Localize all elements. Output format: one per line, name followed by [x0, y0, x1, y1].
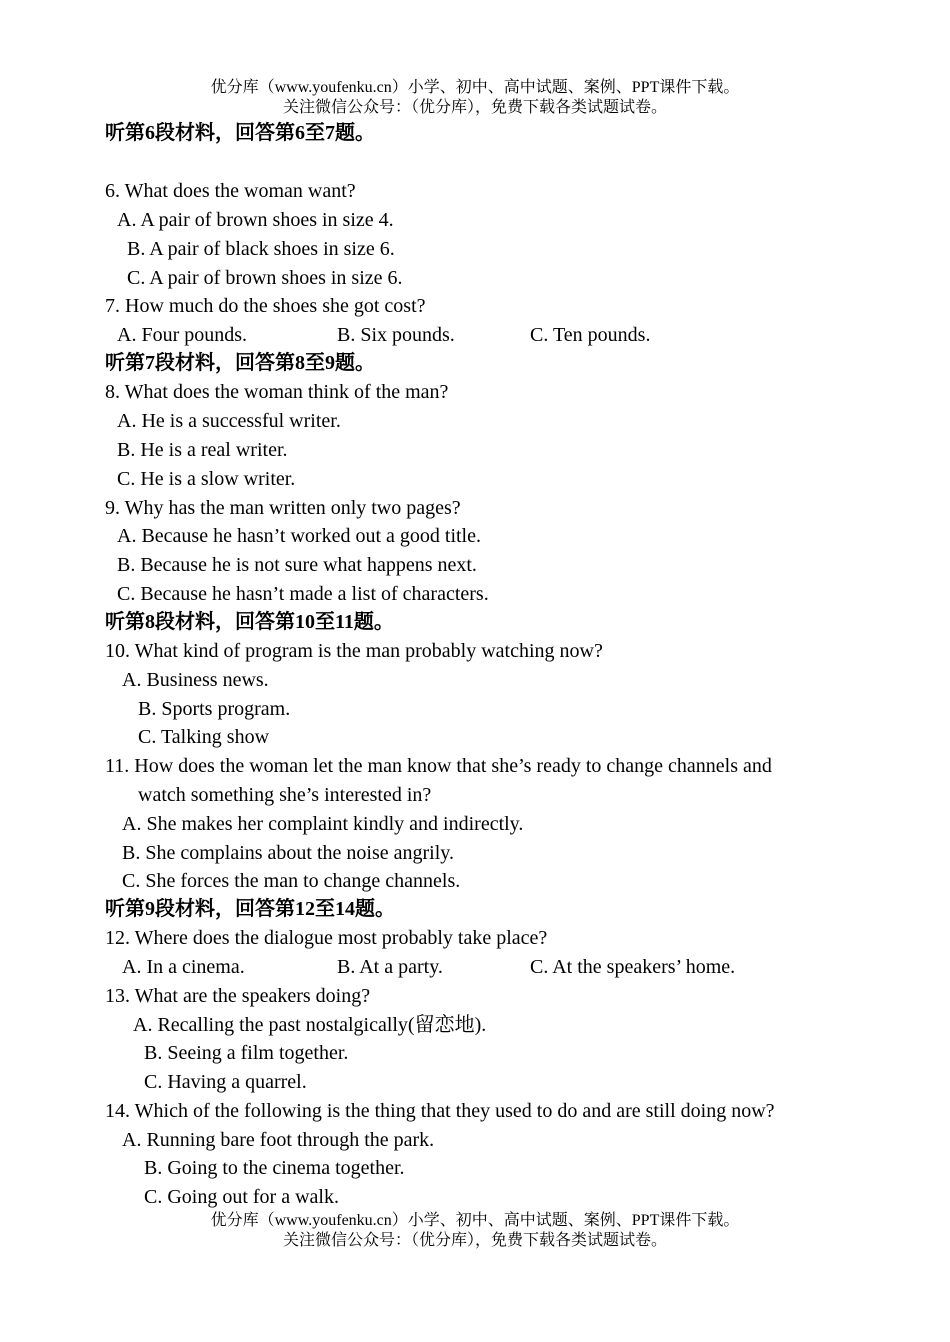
answer-option: A. Because he hasn’t worked out a good title. [117, 525, 481, 547]
section-heading: 听第9段材料，回答第12至14题。 [105, 898, 395, 920]
answer-option: B. Sports program. [138, 698, 291, 720]
question-stem: 7. How much do the shoes she got cost? [105, 295, 426, 317]
question-stem-continuation: watch something she’s interested in? [138, 784, 432, 806]
answer-option: B. Because he is not sure what happens next. [117, 554, 477, 576]
answer-option: C. At the speakers’ home. [530, 956, 736, 978]
answer-option: A. Running bare foot through the park. [122, 1129, 435, 1151]
page-footer-line-2: 关注微信公众号：（优分库），免费下载各类试题试卷。 [282, 1232, 667, 1249]
answer-option: A. He is a successful writer. [117, 410, 341, 432]
answer-option: A. In a cinema. [122, 956, 245, 978]
answer-option: B. At a party. [337, 956, 443, 978]
answer-option: B. He is a real writer. [117, 439, 288, 461]
answer-option: A. A pair of brown shoes in size 4. [117, 209, 394, 231]
answer-option: A. She makes her complaint kindly and indirectly. [122, 813, 524, 835]
page-header-line-1: 优分库（www.youfenku.cn）小学、初中、高中试题、案例、PPT课件下载。 [210, 79, 740, 96]
answer-option: A. Recalling the past nostalgically(留恋地). [133, 1014, 487, 1036]
answer-option: C. Because he hasn’t made a list of characters. [117, 583, 489, 605]
section-heading: 听第6段材料，回答第6至7题。 [105, 122, 375, 144]
answer-option: C. Ten pounds. [530, 324, 651, 346]
question-stem: 10. What kind of program is the man probably watching now? [105, 640, 603, 662]
answer-option: B. She complains about the noise angrily. [122, 842, 454, 864]
question-stem: 12. Where does the dialogue most probably take place? [105, 927, 548, 949]
answer-option: C. Talking show [138, 726, 270, 748]
answer-option: B. Going to the cinema together. [144, 1157, 405, 1179]
question-stem: 11. How does the woman let the man know that she’s ready to change channels and [105, 755, 772, 777]
answer-option: C. Going out for a walk. [144, 1186, 339, 1208]
question-stem: 8. What does the woman think of the man? [105, 381, 449, 403]
page-footer-line-1: 优分库（www.youfenku.cn）小学、初中、高中试题、案例、PPT课件下载。 [210, 1212, 740, 1229]
question-stem: 6. What does the woman want? [105, 180, 356, 202]
question-stem: 13. What are the speakers doing? [105, 985, 371, 1007]
answer-option: B. A pair of black shoes in size 6. [127, 238, 395, 260]
answer-option: A. Four pounds. [117, 324, 248, 346]
page-header-line-2: 关注微信公众号：（优分库），免费下载各类试题试卷。 [282, 99, 667, 116]
answer-option: C. A pair of brown shoes in size 6. [127, 267, 403, 289]
question-stem: 14. Which of the following is the thing that they used to do and are still doing now? [105, 1100, 775, 1122]
answer-option: A. Business news. [122, 669, 269, 691]
section-heading: 听第8段材料，回答第10至11题。 [105, 611, 394, 633]
section-heading: 听第7段材料，回答第8至9题。 [105, 352, 375, 374]
answer-option: B. Seeing a film together. [144, 1042, 349, 1064]
answer-option: C. He is a slow writer. [117, 468, 296, 490]
answer-option: C. She forces the man to change channels. [122, 870, 461, 892]
answer-option: C. Having a quarrel. [144, 1071, 307, 1093]
question-stem: 9. Why has the man written only two pages? [105, 497, 461, 519]
answer-option: B. Six pounds. [337, 324, 455, 346]
